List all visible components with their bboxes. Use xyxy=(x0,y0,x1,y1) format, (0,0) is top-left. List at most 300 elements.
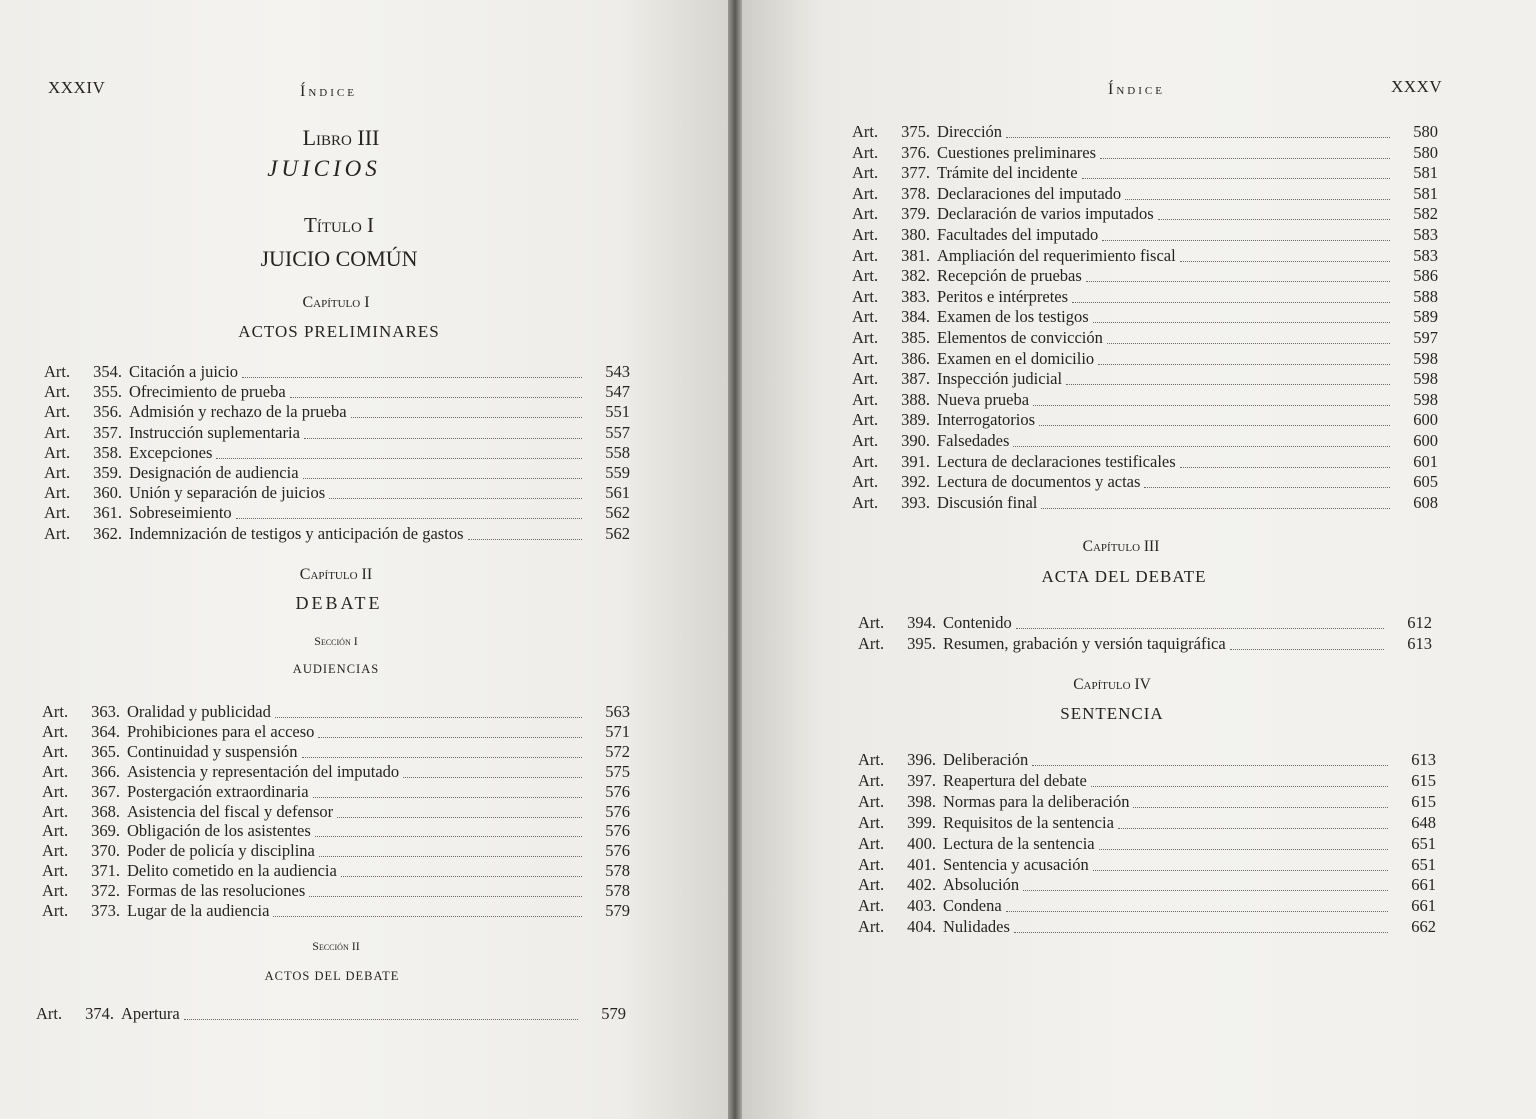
page-ref: 543 xyxy=(605,362,630,381)
dot-leader xyxy=(1230,648,1384,650)
toc-entry xyxy=(36,1004,626,1024)
article-label: Art. xyxy=(858,791,885,811)
toc-entry xyxy=(42,841,630,861)
article-label: Art. xyxy=(42,881,69,901)
article-number: 374. xyxy=(85,1004,114,1023)
article-label: Art. xyxy=(42,841,69,861)
page-ref: 615 xyxy=(1411,791,1436,811)
toc-entry xyxy=(858,613,1432,633)
article-number: 362. xyxy=(93,523,122,543)
article-number: 403. xyxy=(907,896,936,916)
article-label: Art. xyxy=(852,245,879,265)
article-number: 394. xyxy=(907,613,936,632)
toc-entry xyxy=(852,349,1438,369)
toc-entry xyxy=(44,423,630,443)
article-number: 358. xyxy=(93,442,122,462)
dot-leader xyxy=(1118,827,1388,829)
chapter-name: SENTENCIA xyxy=(1060,704,1164,723)
page-ref: 598 xyxy=(1413,348,1438,368)
entry-title: Oralidad y publicidad xyxy=(127,702,271,721)
article-label: Art. xyxy=(42,861,69,881)
section-heading: Sección II xyxy=(312,939,360,953)
article-number: 373. xyxy=(91,901,120,920)
page-ref: 563 xyxy=(605,702,630,721)
article-label: Art. xyxy=(858,875,885,895)
article-number: 400. xyxy=(907,833,936,853)
dot-leader xyxy=(216,457,582,459)
page-ref: 651 xyxy=(1411,833,1436,853)
toc-entry xyxy=(852,472,1438,492)
dot-leader xyxy=(309,895,582,897)
entry-title: Prohibiciones para el acceso xyxy=(127,721,315,741)
page-ref: 613 xyxy=(1407,633,1432,653)
page-ref: 597 xyxy=(1413,328,1438,347)
dot-leader xyxy=(313,796,582,798)
entry-title: Discusión final xyxy=(937,492,1038,512)
page-ref: 579 xyxy=(605,901,630,920)
article-label: Art. xyxy=(852,266,879,286)
article-label: Art. xyxy=(858,613,885,632)
page-ref: 615 xyxy=(1411,770,1436,790)
article-label: Art. xyxy=(852,389,879,409)
entry-title: Ampliación del requerimiento fiscal xyxy=(937,245,1176,265)
article-number: 392. xyxy=(901,472,930,492)
entry-title: Lectura de la sentencia xyxy=(943,833,1095,853)
page-ref: 576 xyxy=(605,801,630,821)
chapter-heading: Capítulo I xyxy=(302,294,370,311)
page-ref: 547 xyxy=(605,382,630,402)
page-ref: 662 xyxy=(1411,917,1436,937)
toc-entry xyxy=(44,524,630,544)
entry-title: Peritos e intérpretes xyxy=(937,286,1069,306)
toc-entry xyxy=(858,771,1436,791)
article-label: Art. xyxy=(852,163,879,183)
article-label: Art. xyxy=(44,463,71,482)
entry-title: Nulidades xyxy=(943,917,1010,937)
article-label: Art. xyxy=(852,410,879,430)
entry-title: Condena xyxy=(943,896,1002,916)
entry-title: Absolución xyxy=(943,875,1020,895)
entry-title: Falsedades xyxy=(937,431,1010,450)
toc-entry xyxy=(44,443,630,463)
toc-entry xyxy=(852,452,1438,472)
article-number: 379. xyxy=(901,204,930,224)
dot-leader xyxy=(341,875,582,877)
page-ref: 582 xyxy=(1413,204,1438,224)
toc-entry xyxy=(852,369,1438,389)
article-label: Art. xyxy=(852,122,879,141)
dot-leader xyxy=(242,376,582,378)
article-label: Art. xyxy=(852,369,879,389)
toc-entry xyxy=(44,503,630,523)
dot-leader xyxy=(337,816,582,818)
toc-entry xyxy=(858,855,1436,875)
dot-leader xyxy=(184,1018,578,1020)
page-ref: 578 xyxy=(605,861,630,881)
toc-entry xyxy=(858,896,1436,916)
article-label: Art. xyxy=(852,492,879,512)
entry-title: Trámite del incidente xyxy=(937,163,1078,183)
dot-leader xyxy=(1125,198,1390,200)
article-label: Art. xyxy=(852,431,879,450)
article-number: 366. xyxy=(91,761,120,781)
article-number: 381. xyxy=(901,245,930,265)
dot-leader xyxy=(1066,383,1390,385)
dot-leader xyxy=(275,716,582,718)
section-heading: Sección I xyxy=(314,634,358,648)
page-ref: 571 xyxy=(605,721,630,741)
dot-leader xyxy=(290,396,582,398)
page-ref: 557 xyxy=(605,422,630,442)
page-ref: 576 xyxy=(605,841,630,861)
article-label: Art. xyxy=(858,633,885,653)
article-label: Art. xyxy=(42,901,69,920)
entry-title: Examen en el domicilio xyxy=(937,348,1095,368)
article-number: 355. xyxy=(93,382,122,402)
entry-title: Dirección xyxy=(937,122,1003,141)
page-ref: 588 xyxy=(1413,286,1438,306)
article-label: Art. xyxy=(44,402,71,422)
toc-entry xyxy=(852,122,1438,142)
entry-title: Declaraciones del imputado xyxy=(937,183,1122,203)
toc-entry xyxy=(42,802,630,822)
entry-title: Declaración de varios imputados xyxy=(937,204,1154,224)
toc-entry xyxy=(852,266,1438,286)
article-number: 376. xyxy=(901,142,930,162)
page-ref: 580 xyxy=(1413,142,1438,162)
article-label: Art. xyxy=(42,721,69,741)
toc-entry xyxy=(44,362,630,382)
dot-leader xyxy=(1107,342,1390,344)
entry-title: Inspección judicial xyxy=(937,369,1063,389)
entry-title: Continuidad y suspensión xyxy=(127,741,298,761)
toc-entry xyxy=(858,750,1436,770)
entry-title: Postergación extraordinaria xyxy=(127,781,309,801)
article-label: Art. xyxy=(44,382,71,402)
dot-leader xyxy=(1086,280,1390,282)
article-number: 363. xyxy=(91,702,120,721)
article-number: 385. xyxy=(901,328,930,347)
article-number: 391. xyxy=(901,451,930,471)
page-ref: 578 xyxy=(605,881,630,901)
page-ref: 558 xyxy=(605,442,630,462)
section-name: AUDIENCIAS xyxy=(292,662,380,676)
article-label: Art. xyxy=(852,472,879,492)
chapter-name: ACTOS PRELIMINARES xyxy=(238,322,440,341)
dot-leader xyxy=(1013,445,1390,447)
toc-entry xyxy=(858,792,1436,812)
article-number: 402. xyxy=(907,875,936,895)
toc-entry xyxy=(42,722,630,742)
dot-leader xyxy=(1158,218,1390,220)
article-label: Art. xyxy=(852,451,879,471)
toc-entry xyxy=(858,834,1436,854)
dot-leader xyxy=(1033,404,1390,406)
entry-title: Asistencia y representación del imputado xyxy=(127,761,400,781)
dot-leader xyxy=(468,538,583,540)
entry-title: Delito cometido en la audiencia xyxy=(127,861,337,881)
page-ref: 551 xyxy=(605,402,630,422)
toc-entry xyxy=(852,143,1438,163)
running-head: Índice xyxy=(300,83,357,100)
entry-title: Admisión y rechazo de la prueba xyxy=(129,402,347,422)
page-ref: 608 xyxy=(1413,492,1438,512)
dot-leader xyxy=(1180,260,1390,262)
article-number: 368. xyxy=(91,801,120,821)
page-ref: 580 xyxy=(1413,122,1438,141)
entry-title: Sobreseimiento xyxy=(129,503,232,523)
toc-entry xyxy=(42,782,630,802)
dot-leader xyxy=(1039,424,1390,426)
entry-title: Lugar de la audiencia xyxy=(127,901,270,920)
article-label: Art. xyxy=(858,896,885,916)
page-ref: 572 xyxy=(605,741,630,761)
article-number: 370. xyxy=(91,841,120,861)
entry-title: Indemnización de testigos y anticipación de gastos xyxy=(129,523,464,543)
toc-entry xyxy=(42,861,630,881)
article-label: Art. xyxy=(44,362,71,381)
article-number: 387. xyxy=(901,369,930,389)
article-number: 404. xyxy=(907,917,936,937)
article-number: 369. xyxy=(91,821,120,841)
dot-leader xyxy=(1093,321,1390,323)
article-number: 367. xyxy=(91,781,120,801)
article-number: 386. xyxy=(901,348,930,368)
page-number: XXXV xyxy=(1391,77,1443,96)
page-ref: 605 xyxy=(1413,472,1438,492)
page-ref: 661 xyxy=(1411,896,1436,916)
page-ref: 601 xyxy=(1413,451,1438,471)
entry-title: Sentencia y acusación xyxy=(943,854,1089,874)
entry-title: Lectura de documentos y actas xyxy=(937,472,1141,492)
dot-leader xyxy=(302,756,582,758)
article-number: 397. xyxy=(907,770,936,790)
dot-leader xyxy=(236,517,582,519)
dot-leader xyxy=(1014,931,1388,933)
toc-entry xyxy=(44,463,630,483)
page-ref: 576 xyxy=(605,781,630,801)
dot-leader xyxy=(1082,177,1390,179)
entry-title: Cuestiones preliminares xyxy=(937,142,1097,162)
entry-title: Interrogatorios xyxy=(937,410,1036,430)
dot-leader xyxy=(1180,466,1390,468)
toc-entry xyxy=(44,483,630,503)
entry-title: Lectura de declaraciones testificales xyxy=(937,451,1176,471)
dot-leader xyxy=(319,855,582,857)
entry-title: Recepción de pruebas xyxy=(937,266,1082,286)
dot-leader xyxy=(1093,869,1388,871)
chapter-heading: Capítulo III xyxy=(1082,538,1160,555)
dot-leader xyxy=(1098,363,1390,365)
entry-title: Ofrecimiento de prueba xyxy=(129,382,286,402)
section-name: ACTOS DEL DEBATE xyxy=(264,969,400,983)
page-ref: 583 xyxy=(1413,225,1438,244)
toc-entry xyxy=(852,307,1438,327)
page-ref: 598 xyxy=(1413,369,1438,389)
article-label: Art. xyxy=(44,442,71,462)
book-title: JUICIOS xyxy=(267,156,381,181)
toc-entry xyxy=(42,742,630,762)
dot-leader xyxy=(273,915,582,917)
article-label: Art. xyxy=(42,741,69,761)
article-number: 371. xyxy=(91,861,120,881)
toc-entry xyxy=(852,163,1438,183)
toc-entry xyxy=(42,881,630,901)
toc-entry xyxy=(858,875,1436,895)
article-label: Art. xyxy=(852,307,879,327)
dot-leader xyxy=(1099,848,1388,850)
dot-leader xyxy=(1100,157,1390,159)
article-label: Art. xyxy=(858,833,885,853)
entry-title: Instrucción suplementaria xyxy=(129,422,300,442)
article-label: Art. xyxy=(44,483,71,503)
dot-leader xyxy=(304,437,582,439)
toc-entry xyxy=(852,246,1438,266)
page-ref: 561 xyxy=(605,483,630,503)
entry-title: Obligación de los asistentes xyxy=(127,821,311,841)
article-number: 360. xyxy=(93,483,122,503)
toc-entry xyxy=(852,493,1438,513)
article-label: Art. xyxy=(42,821,69,841)
article-label: Art. xyxy=(44,422,71,442)
article-label: Art. xyxy=(42,801,69,821)
dot-leader xyxy=(1133,806,1388,808)
article-number: 384. xyxy=(901,307,930,327)
article-number: 380. xyxy=(901,225,930,244)
article-number: 361. xyxy=(93,503,122,523)
dot-leader xyxy=(1072,301,1390,303)
entry-title: Asistencia del fiscal y defensor xyxy=(127,801,334,821)
book-heading: Libro III xyxy=(302,125,380,150)
article-number: 377. xyxy=(901,163,930,183)
page-ref: 613 xyxy=(1411,750,1436,769)
chapter-heading: Capítulo IV xyxy=(1073,676,1151,693)
page-ref: 581 xyxy=(1413,163,1438,183)
page-ref: 579 xyxy=(601,1004,626,1023)
entry-title: Formas de las resoluciones xyxy=(127,881,306,901)
article-number: 356. xyxy=(93,402,122,422)
article-label: Art. xyxy=(42,761,69,781)
article-number: 354. xyxy=(93,362,122,381)
article-label: Art. xyxy=(858,770,885,790)
chapter-name: DEBATE xyxy=(295,593,383,613)
article-label: Art. xyxy=(852,328,879,347)
page-ref: 598 xyxy=(1413,389,1438,409)
page-ref: 562 xyxy=(605,523,630,543)
article-number: 372. xyxy=(91,881,120,901)
entry-title: Elementos de convicción xyxy=(937,328,1103,347)
toc-entry xyxy=(852,431,1438,451)
article-label: Art. xyxy=(42,702,69,721)
toc-entry xyxy=(44,402,630,422)
titulo-name: JUICIO COMÚN xyxy=(260,246,418,271)
article-label: Art. xyxy=(852,286,879,306)
page-ref: 562 xyxy=(605,503,630,523)
page-ref: 559 xyxy=(605,463,630,482)
article-number: 382. xyxy=(901,266,930,286)
page-ref: 661 xyxy=(1411,875,1436,895)
dot-leader xyxy=(1091,785,1388,787)
toc-entry xyxy=(852,410,1438,430)
entry-title: Citación a juicio xyxy=(129,362,239,381)
entry-title: Reapertura del debate xyxy=(943,770,1087,790)
article-number: 365. xyxy=(91,741,120,761)
entry-title: Deliberación xyxy=(943,750,1029,769)
titulo-heading: Título I xyxy=(303,213,375,237)
article-label: Art. xyxy=(858,750,885,769)
page-ref: 576 xyxy=(605,821,630,841)
article-label: Art. xyxy=(858,917,885,937)
dot-leader xyxy=(1102,239,1390,241)
entry-title: Unión y separación de juicios xyxy=(129,483,326,503)
article-number: 383. xyxy=(901,286,930,306)
toc-entry xyxy=(42,821,630,841)
dot-leader xyxy=(1023,889,1388,891)
entry-title: Facultades del imputado xyxy=(937,225,1099,244)
article-number: 393. xyxy=(901,492,930,512)
article-label: Art. xyxy=(852,183,879,203)
article-number: 388. xyxy=(901,389,930,409)
page-ref: 651 xyxy=(1411,854,1436,874)
article-label: Art. xyxy=(852,348,879,368)
entry-title: Resumen, grabación y versión taquigráfica xyxy=(943,633,1226,653)
page-number: XXXIV xyxy=(48,78,106,97)
page-ref: 600 xyxy=(1413,410,1438,430)
article-number: 357. xyxy=(93,422,122,442)
right-page xyxy=(742,0,1536,1119)
article-number: 401. xyxy=(907,854,936,874)
left-page xyxy=(0,0,730,1119)
article-number: 364. xyxy=(91,721,120,741)
page-ref: 612 xyxy=(1407,613,1432,632)
article-label: Art. xyxy=(852,225,879,244)
page-ref: 589 xyxy=(1413,307,1438,327)
article-label: Art. xyxy=(42,781,69,801)
dot-leader xyxy=(303,477,582,479)
running-head: Índice xyxy=(1108,81,1165,98)
dot-leader xyxy=(1006,910,1388,912)
chapter-heading: Capítulo II xyxy=(299,566,373,583)
dot-leader xyxy=(1032,764,1388,766)
toc-entry xyxy=(44,382,630,402)
article-number: 396. xyxy=(907,750,936,769)
toc-entry xyxy=(858,917,1436,937)
toc-entry xyxy=(852,225,1438,245)
entry-title: Contenido xyxy=(943,613,1012,632)
page-ref: 648 xyxy=(1411,812,1436,832)
article-label: Art. xyxy=(852,204,879,224)
entry-title: Examen de los testigos xyxy=(937,307,1089,327)
article-number: 378. xyxy=(901,183,930,203)
article-number: 395. xyxy=(907,633,936,653)
article-label: Art. xyxy=(858,812,885,832)
article-number: 389. xyxy=(901,410,930,430)
toc-entry xyxy=(42,901,630,921)
dot-leader xyxy=(403,776,582,778)
article-number: 398. xyxy=(907,791,936,811)
dot-leader xyxy=(1016,627,1384,629)
article-label: Art. xyxy=(36,1004,63,1023)
dot-leader xyxy=(318,736,582,738)
toc-entry xyxy=(852,204,1438,224)
page-ref: 583 xyxy=(1413,245,1438,265)
toc-entry xyxy=(852,390,1438,410)
article-number: 359. xyxy=(93,463,122,482)
toc-entry xyxy=(42,762,630,782)
dot-leader xyxy=(351,416,582,418)
toc-entry xyxy=(42,702,630,722)
dot-leader xyxy=(1041,507,1390,509)
